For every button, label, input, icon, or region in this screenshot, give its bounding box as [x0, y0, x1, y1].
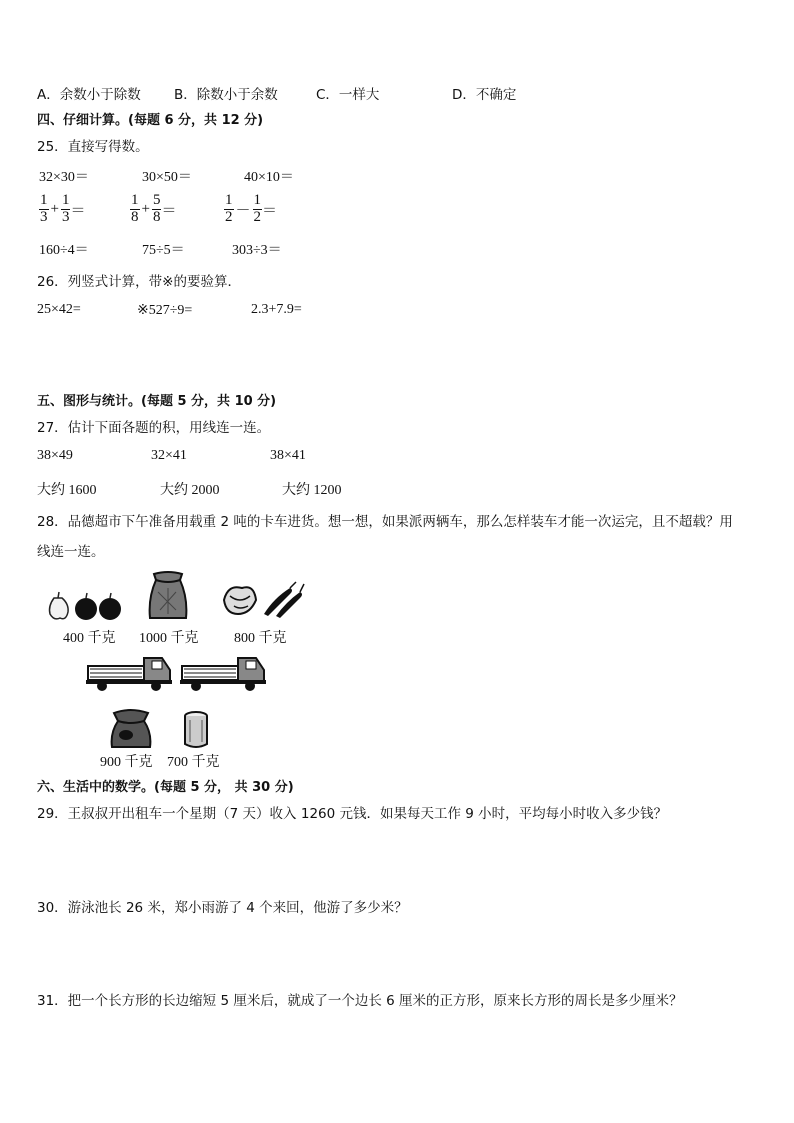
option-a: A．余数小于除数 — [37, 87, 141, 103]
q25-row3-item-2: 75÷5＝ — [142, 243, 185, 258]
fraction-numerator: 1 — [225, 192, 233, 208]
q26-item-1: 25×42= — [37, 302, 81, 317]
q30-text: 30．游泳池长 26 米，郑小雨游了 4 个来回，他游了多少米？ — [37, 900, 408, 916]
fraction-denominator: 3 — [61, 208, 70, 225]
q27-estimate-3: 大约 1200 — [282, 483, 342, 498]
q25-prompt: 25．直接写得数。 — [37, 139, 149, 155]
truck-icon — [86, 652, 174, 692]
goods-weight-grain: 1000 千克 — [139, 631, 199, 646]
q26-item-2: ※527÷9= — [137, 303, 193, 318]
fraction-denominator: 3 — [40, 208, 48, 225]
fraction-equals: ＝ — [161, 202, 177, 219]
q29-text: 29．王叔叔开出租车一个星期（7 天）收入 1260 元钱．如果每天工作 9 小时，平均每小时收入多少钱？ — [37, 806, 668, 822]
q27-prompt: 27．估计下面各题的积，用线连一连。 — [37, 420, 271, 436]
q25-row1-item-3: 40×10＝ — [244, 170, 294, 185]
q26-item-3: 2.3+7.9= — [251, 302, 302, 317]
fraction-denominator: 8 — [152, 208, 161, 225]
option-b: B．除数小于余数 — [174, 87, 278, 103]
option-d: D．不确定 — [452, 87, 517, 103]
fraction-equals: ＝ — [262, 202, 278, 219]
fruit-icon — [44, 590, 124, 622]
q25-row3-item-1: 160÷4＝ — [39, 243, 89, 258]
goods-weight-fruit: 400 千克 — [63, 631, 116, 646]
fraction-denominator: 8 — [131, 208, 139, 225]
q25-fraction-expr-2 — [130, 193, 176, 226]
vegetables-icon — [220, 580, 306, 618]
q28-prompt-line-2: 线连一连。 — [37, 544, 105, 560]
barrel-icon — [182, 710, 210, 750]
fraction-equals: ＝ — [70, 202, 86, 219]
q25-row3-item-3: 303÷3＝ — [232, 243, 282, 258]
option-c: C．一样大 — [316, 87, 380, 103]
q25-row1-item-2: 30×50＝ — [142, 170, 192, 185]
truck-icon — [180, 652, 268, 692]
fraction-denominator: 2 — [253, 208, 262, 225]
fraction-numerator: 1 — [61, 192, 70, 208]
q25-row1-item-1: 32×30＝ — [39, 170, 89, 185]
q25-fraction-expr-1 — [39, 193, 85, 226]
sack-icon — [108, 707, 154, 749]
q25-fraction-expr-3 — [224, 193, 277, 226]
goods-weight-sack: 900 千克 — [100, 755, 153, 770]
q27-product-2: 32×41 — [151, 448, 187, 463]
q26-prompt: 26．列竖式计算，带※的要验算． — [37, 274, 241, 290]
section-6-title: 六、生活中的数学。(每题 5 分， 共 30 分) — [37, 780, 294, 795]
fraction-operator: － — [235, 202, 251, 219]
q27-product-1: 38×49 — [37, 448, 73, 463]
q31-text: 31．把一个长方形的长边缩短 5 厘米后，就成了一个边长 6 厘米的正方形，原来长方形的周长是多少厘米？ — [37, 993, 683, 1009]
fraction-numerator: 1 — [131, 192, 139, 208]
section-5-title: 五、图形与统计。(每题 5 分，共 10 分) — [37, 394, 277, 409]
section-4-title: 四、仔细计算。(每题 6 分，共 12 分) — [37, 113, 264, 128]
fraction-numerator: 5 — [152, 192, 161, 208]
fraction-operator: + — [50, 200, 59, 217]
q27-product-3: 38×41 — [270, 448, 306, 463]
goods-weight-vegetables: 800 千克 — [234, 631, 287, 646]
fraction-numerator: 1 — [40, 192, 48, 208]
q27-estimate-1: 大约 1600 — [37, 483, 97, 498]
goods-weight-barrel: 700 千克 — [167, 755, 220, 770]
fraction-operator: + — [141, 200, 150, 217]
grain-sack-icon — [146, 570, 190, 622]
q27-estimate-2: 大约 2000 — [160, 483, 220, 498]
q28-prompt-line-1: 28．品德超市下午准备用载重 2 吨的卡车进货。想一想，如果派两辆车，那么怎样装车才能一次运完，且不超载？用 — [37, 514, 733, 530]
fraction-denominator: 2 — [225, 208, 233, 225]
fraction-numerator: 1 — [253, 192, 262, 208]
